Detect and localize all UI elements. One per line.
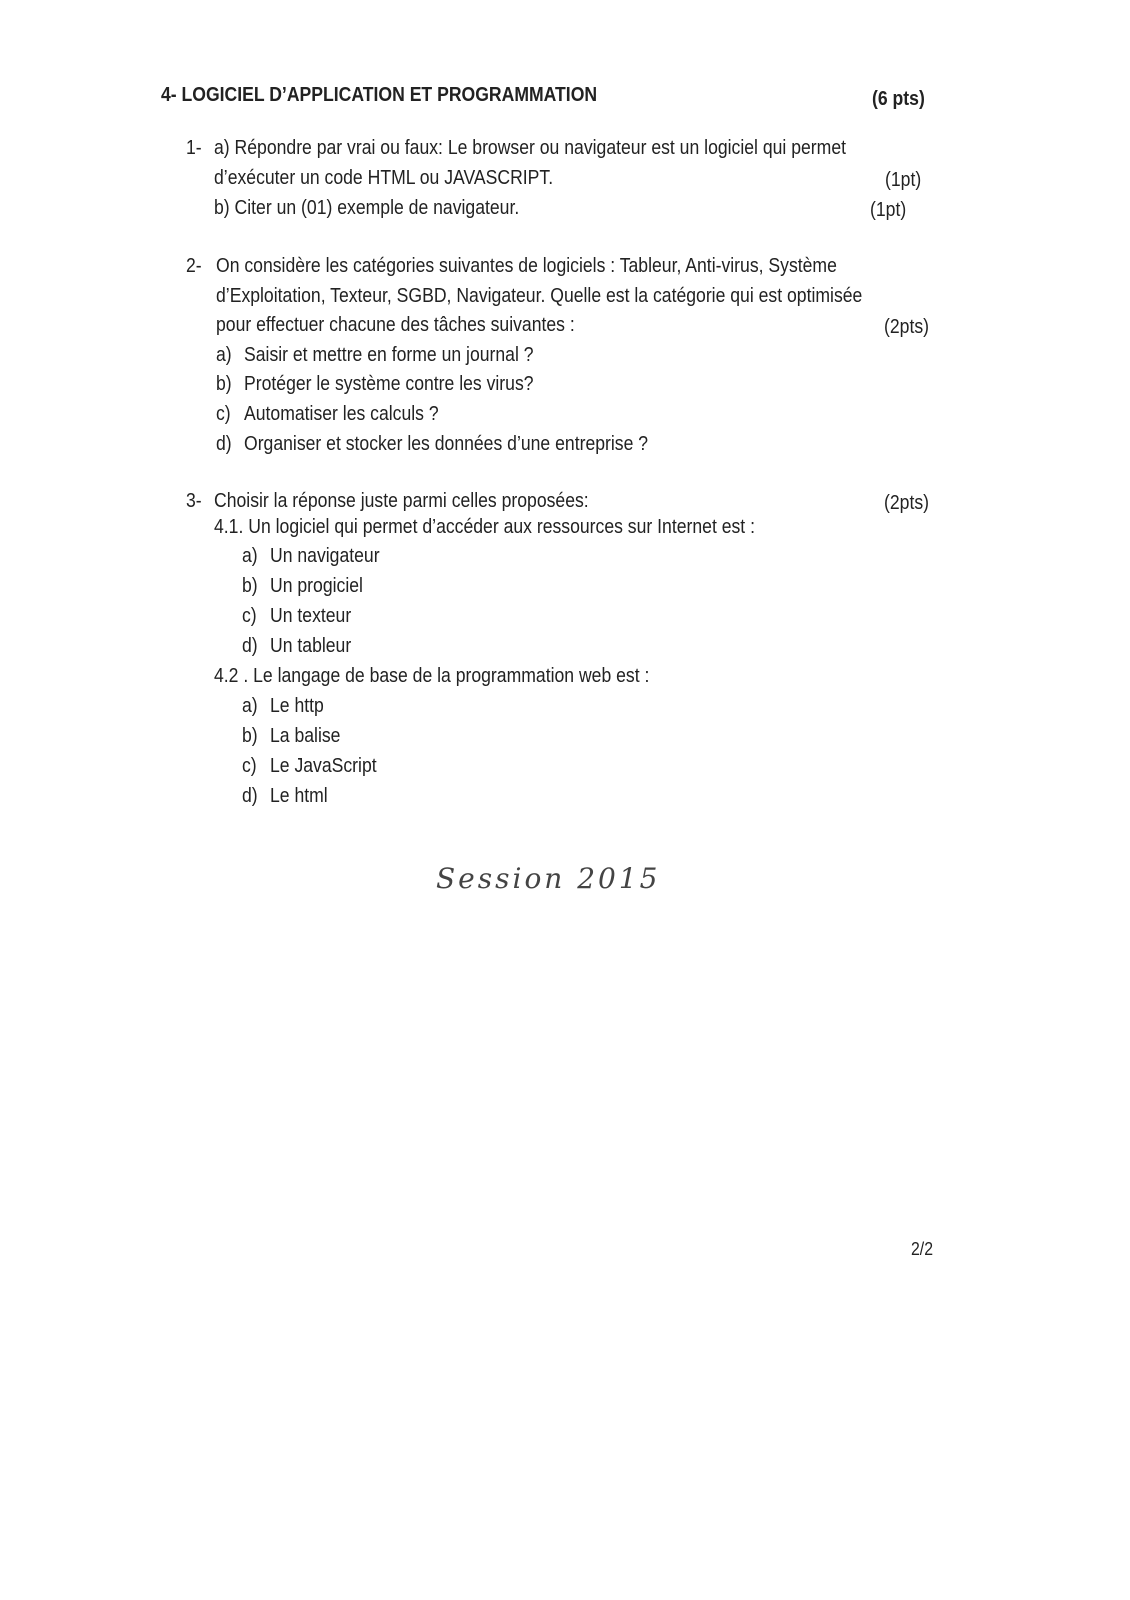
- q3-sub2-label: 4.2 . Le langage de base de la programmation web est :: [214, 665, 650, 687]
- q1-number: 1-: [186, 137, 202, 159]
- page-number: 2/2: [911, 1239, 934, 1259]
- q2-line2: d’Exploitation, Texteur, SGBD, Navigateur. Quelle est la catégorie qui est optimisée: [216, 285, 863, 307]
- q3-prompt: Choisir la réponse juste parmi celles proposées:: [214, 490, 589, 512]
- q3-sub1-a-text: Un navigateur: [270, 545, 380, 567]
- q2-number: 2-: [186, 255, 202, 277]
- q2-item-c-letter: c): [216, 403, 231, 425]
- q1-b: b) Citer un (01) exemple de navigateur.: [214, 197, 520, 219]
- q3-sub1-b-text: Un progiciel: [270, 575, 363, 597]
- q2-item-c-text: Automatiser les calculs ?: [244, 403, 439, 425]
- q3-sub2-a-text: Le http: [270, 695, 324, 717]
- q3-sub2-b-letter: b): [242, 725, 258, 747]
- q2-item-b-text: Protéger le système contre les virus?: [244, 373, 534, 395]
- q2-item-a-letter: a): [216, 344, 232, 366]
- q3-sub2-d-letter: d): [242, 785, 258, 807]
- q1-a-line1: a) Répondre par vrai ou faux: Le browser ou navigateur est un logiciel qui permet: [214, 137, 847, 159]
- q3-sub2-a-letter: a): [242, 695, 258, 717]
- section-points: (6 pts): [872, 88, 925, 110]
- q3-sub1-d-letter: d): [242, 635, 258, 657]
- q1-a-line2: d’exécuter un code HTML ou JAVASCRIPT.: [214, 167, 554, 189]
- q2-item-d-letter: d): [216, 433, 232, 455]
- q3-sub2-c-letter: c): [242, 755, 257, 777]
- q1-b-points: (1pt): [870, 199, 907, 221]
- q3-sub1-label: 4.1. Un logiciel qui permet d’accéder aux ressources sur Internet est :: [214, 516, 755, 538]
- q3-points: (2pts): [884, 492, 929, 514]
- handwritten-session-note: Session 2015: [436, 862, 661, 895]
- q3-sub2-d-text: Le html: [270, 785, 328, 807]
- q3-number: 3-: [186, 490, 202, 512]
- q2-points: (2pts): [884, 316, 929, 338]
- q3-sub1-c-text: Un texteur: [270, 605, 352, 627]
- q3-sub1-d-text: Un tableur: [270, 635, 352, 657]
- q2-item-a-text: Saisir et mettre en forme un journal ?: [244, 344, 534, 366]
- q3-sub1-b-letter: b): [242, 575, 258, 597]
- q2-item-b-letter: b): [216, 373, 232, 395]
- section-title: 4- LOGICIEL D’APPLICATION ET PROGRAMMATION: [161, 84, 598, 106]
- q3-sub1-a-letter: a): [242, 545, 258, 567]
- q2-line1: On considère les catégories suivantes de logiciels : Tableur, Anti-virus, Système: [216, 255, 837, 277]
- q1-a-points: (1pt): [885, 169, 922, 191]
- q3-sub1-c-letter: c): [242, 605, 257, 627]
- q2-line3: pour effectuer chacune des tâches suivantes :: [216, 314, 575, 336]
- q3-sub2-b-text: La balise: [270, 725, 341, 747]
- q3-sub2-c-text: Le JavaScript: [270, 755, 377, 777]
- q2-item-d-text: Organiser et stocker les données d’une entreprise ?: [244, 433, 649, 455]
